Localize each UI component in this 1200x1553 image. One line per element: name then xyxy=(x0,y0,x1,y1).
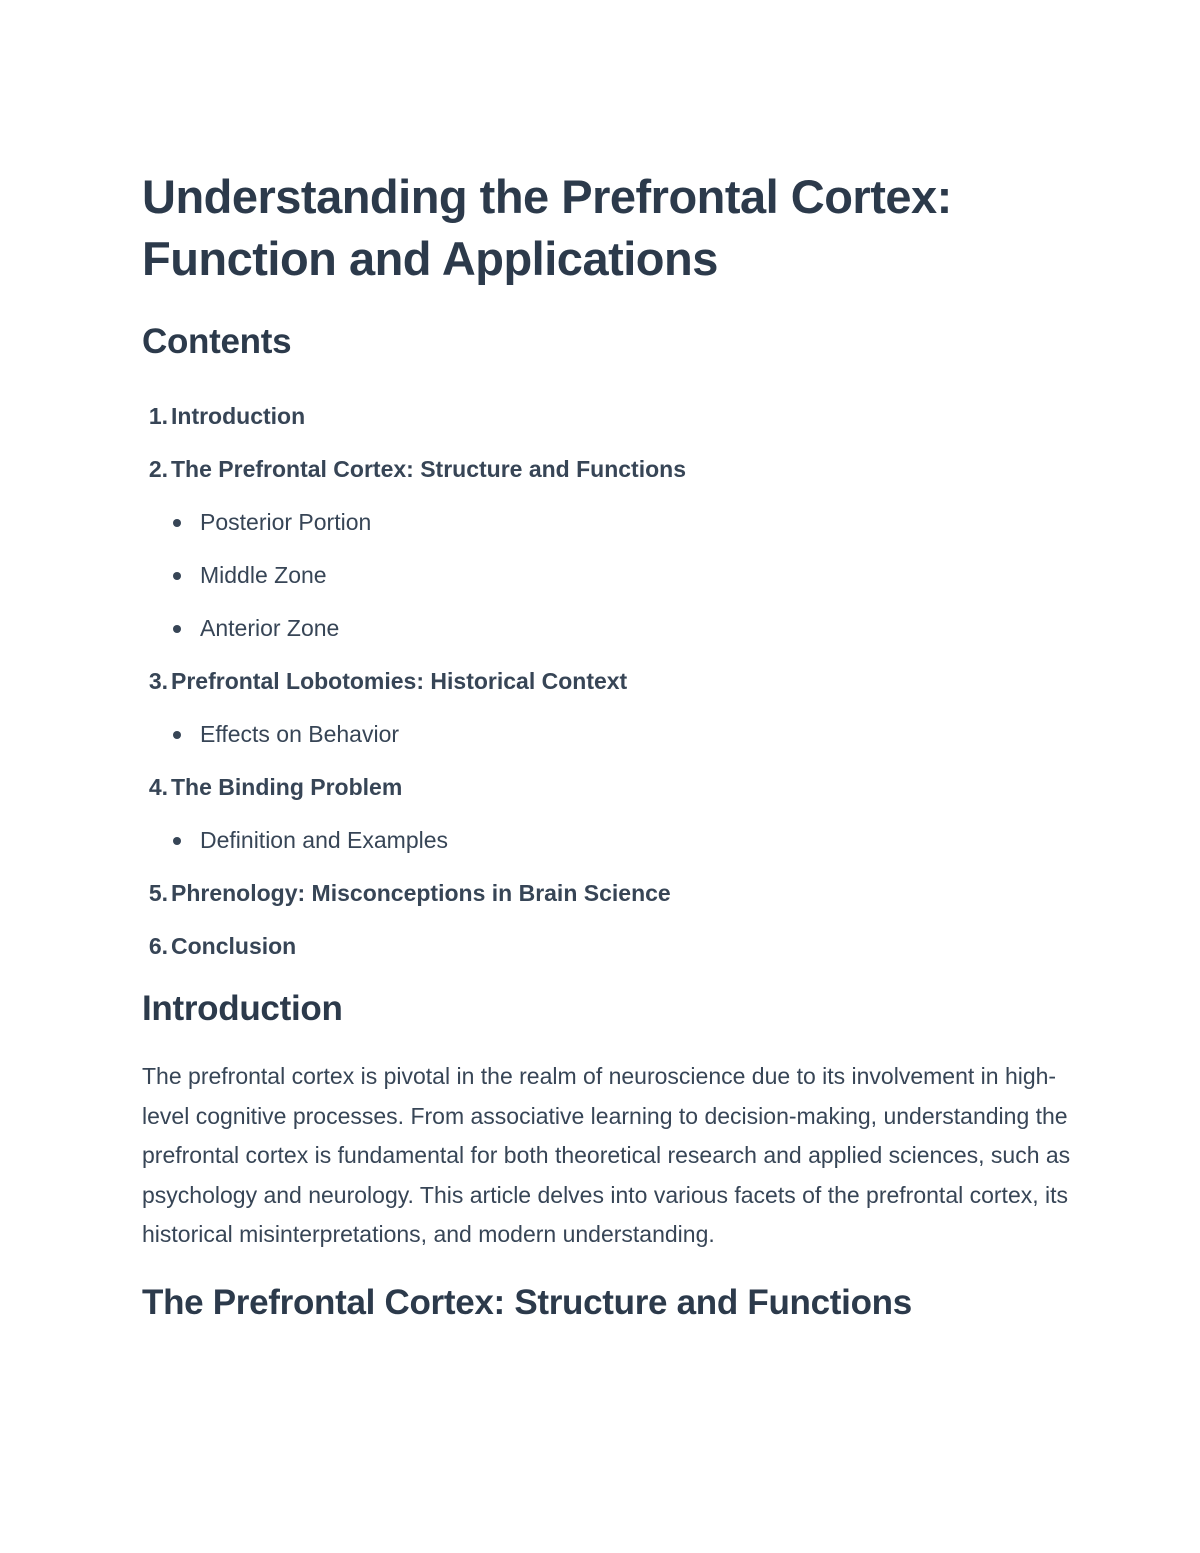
toc-number: 1. xyxy=(148,403,168,429)
toc-subitem-effects-on-behavior[interactable] xyxy=(142,708,1072,761)
structure-functions-heading: The Prefrontal Cortex: Structure and Functions xyxy=(142,1282,912,1322)
toc-label: The Prefrontal Cortex: Structure and Functions xyxy=(171,456,686,482)
bullet-icon xyxy=(173,572,181,580)
toc-item-lobotomies[interactable] xyxy=(142,655,1072,761)
toc-item-conclusion[interactable] xyxy=(142,920,1072,973)
document-page xyxy=(142,166,1072,1325)
toc-label: Introduction xyxy=(171,403,306,429)
bullet-icon xyxy=(173,625,181,633)
toc-sublabel: Definition and Examples xyxy=(200,827,449,853)
toc-sublist xyxy=(142,814,1072,867)
toc-label: Conclusion xyxy=(171,933,297,959)
toc-number: 2. xyxy=(148,456,168,482)
toc-item-phrenology[interactable] xyxy=(142,867,1072,920)
toc-number: 3. xyxy=(148,668,168,694)
toc-sublist xyxy=(142,496,1072,655)
introduction-paragraph: The prefrontal cortex is pivotal in the realm of neuroscience due to its involvement in high-level cognitive processes. From associative learning to decision-making, understanding the prefrontal cortex is fundamental for both theoretical research and applied sciences, such as psychology and neurology. This article delves into various facets of the prefrontal cortex, its historical misinterpretations, and modern understanding. xyxy=(142,1063,1071,1248)
table-of-contents xyxy=(142,390,1072,973)
toc-number: 6. xyxy=(148,933,168,959)
bullet-icon xyxy=(173,519,181,527)
toc-sublist xyxy=(142,708,1072,761)
toc-subitem-definition-and-examples[interactable] xyxy=(142,814,1072,867)
document-title-line-2: Function and Applications xyxy=(142,232,718,285)
toc-sublabel: Posterior Portion xyxy=(200,509,372,535)
bullet-icon xyxy=(173,837,181,845)
toc-label: Prefrontal Lobotomies: Historical Context xyxy=(171,668,628,694)
toc-sublabel: Middle Zone xyxy=(200,562,327,588)
contents-heading: Contents xyxy=(142,322,292,361)
toc-sublabel: Anterior Zone xyxy=(200,615,340,641)
toc-sublabel: Effects on Behavior xyxy=(200,721,400,747)
toc-label: The Binding Problem xyxy=(171,774,403,800)
document-title xyxy=(142,166,1072,290)
toc-subitem-anterior-zone[interactable] xyxy=(142,602,1072,655)
toc-number: 5. xyxy=(148,880,168,906)
toc-item-binding-problem[interactable] xyxy=(142,761,1072,867)
introduction-heading: Introduction xyxy=(142,989,343,1028)
toc-label: Phrenology: Misconceptions in Brain Science xyxy=(171,880,671,906)
toc-item-structure-and-functions[interactable] xyxy=(142,443,1072,655)
bullet-icon xyxy=(173,731,181,739)
toc-item-introduction[interactable] xyxy=(142,390,1072,443)
toc-subitem-posterior-portion[interactable] xyxy=(142,496,1072,549)
document-title-line-1: Understanding the Prefrontal Cortex: xyxy=(142,170,952,223)
toc-subitem-middle-zone[interactable] xyxy=(142,549,1072,602)
toc-number: 4. xyxy=(148,774,168,800)
